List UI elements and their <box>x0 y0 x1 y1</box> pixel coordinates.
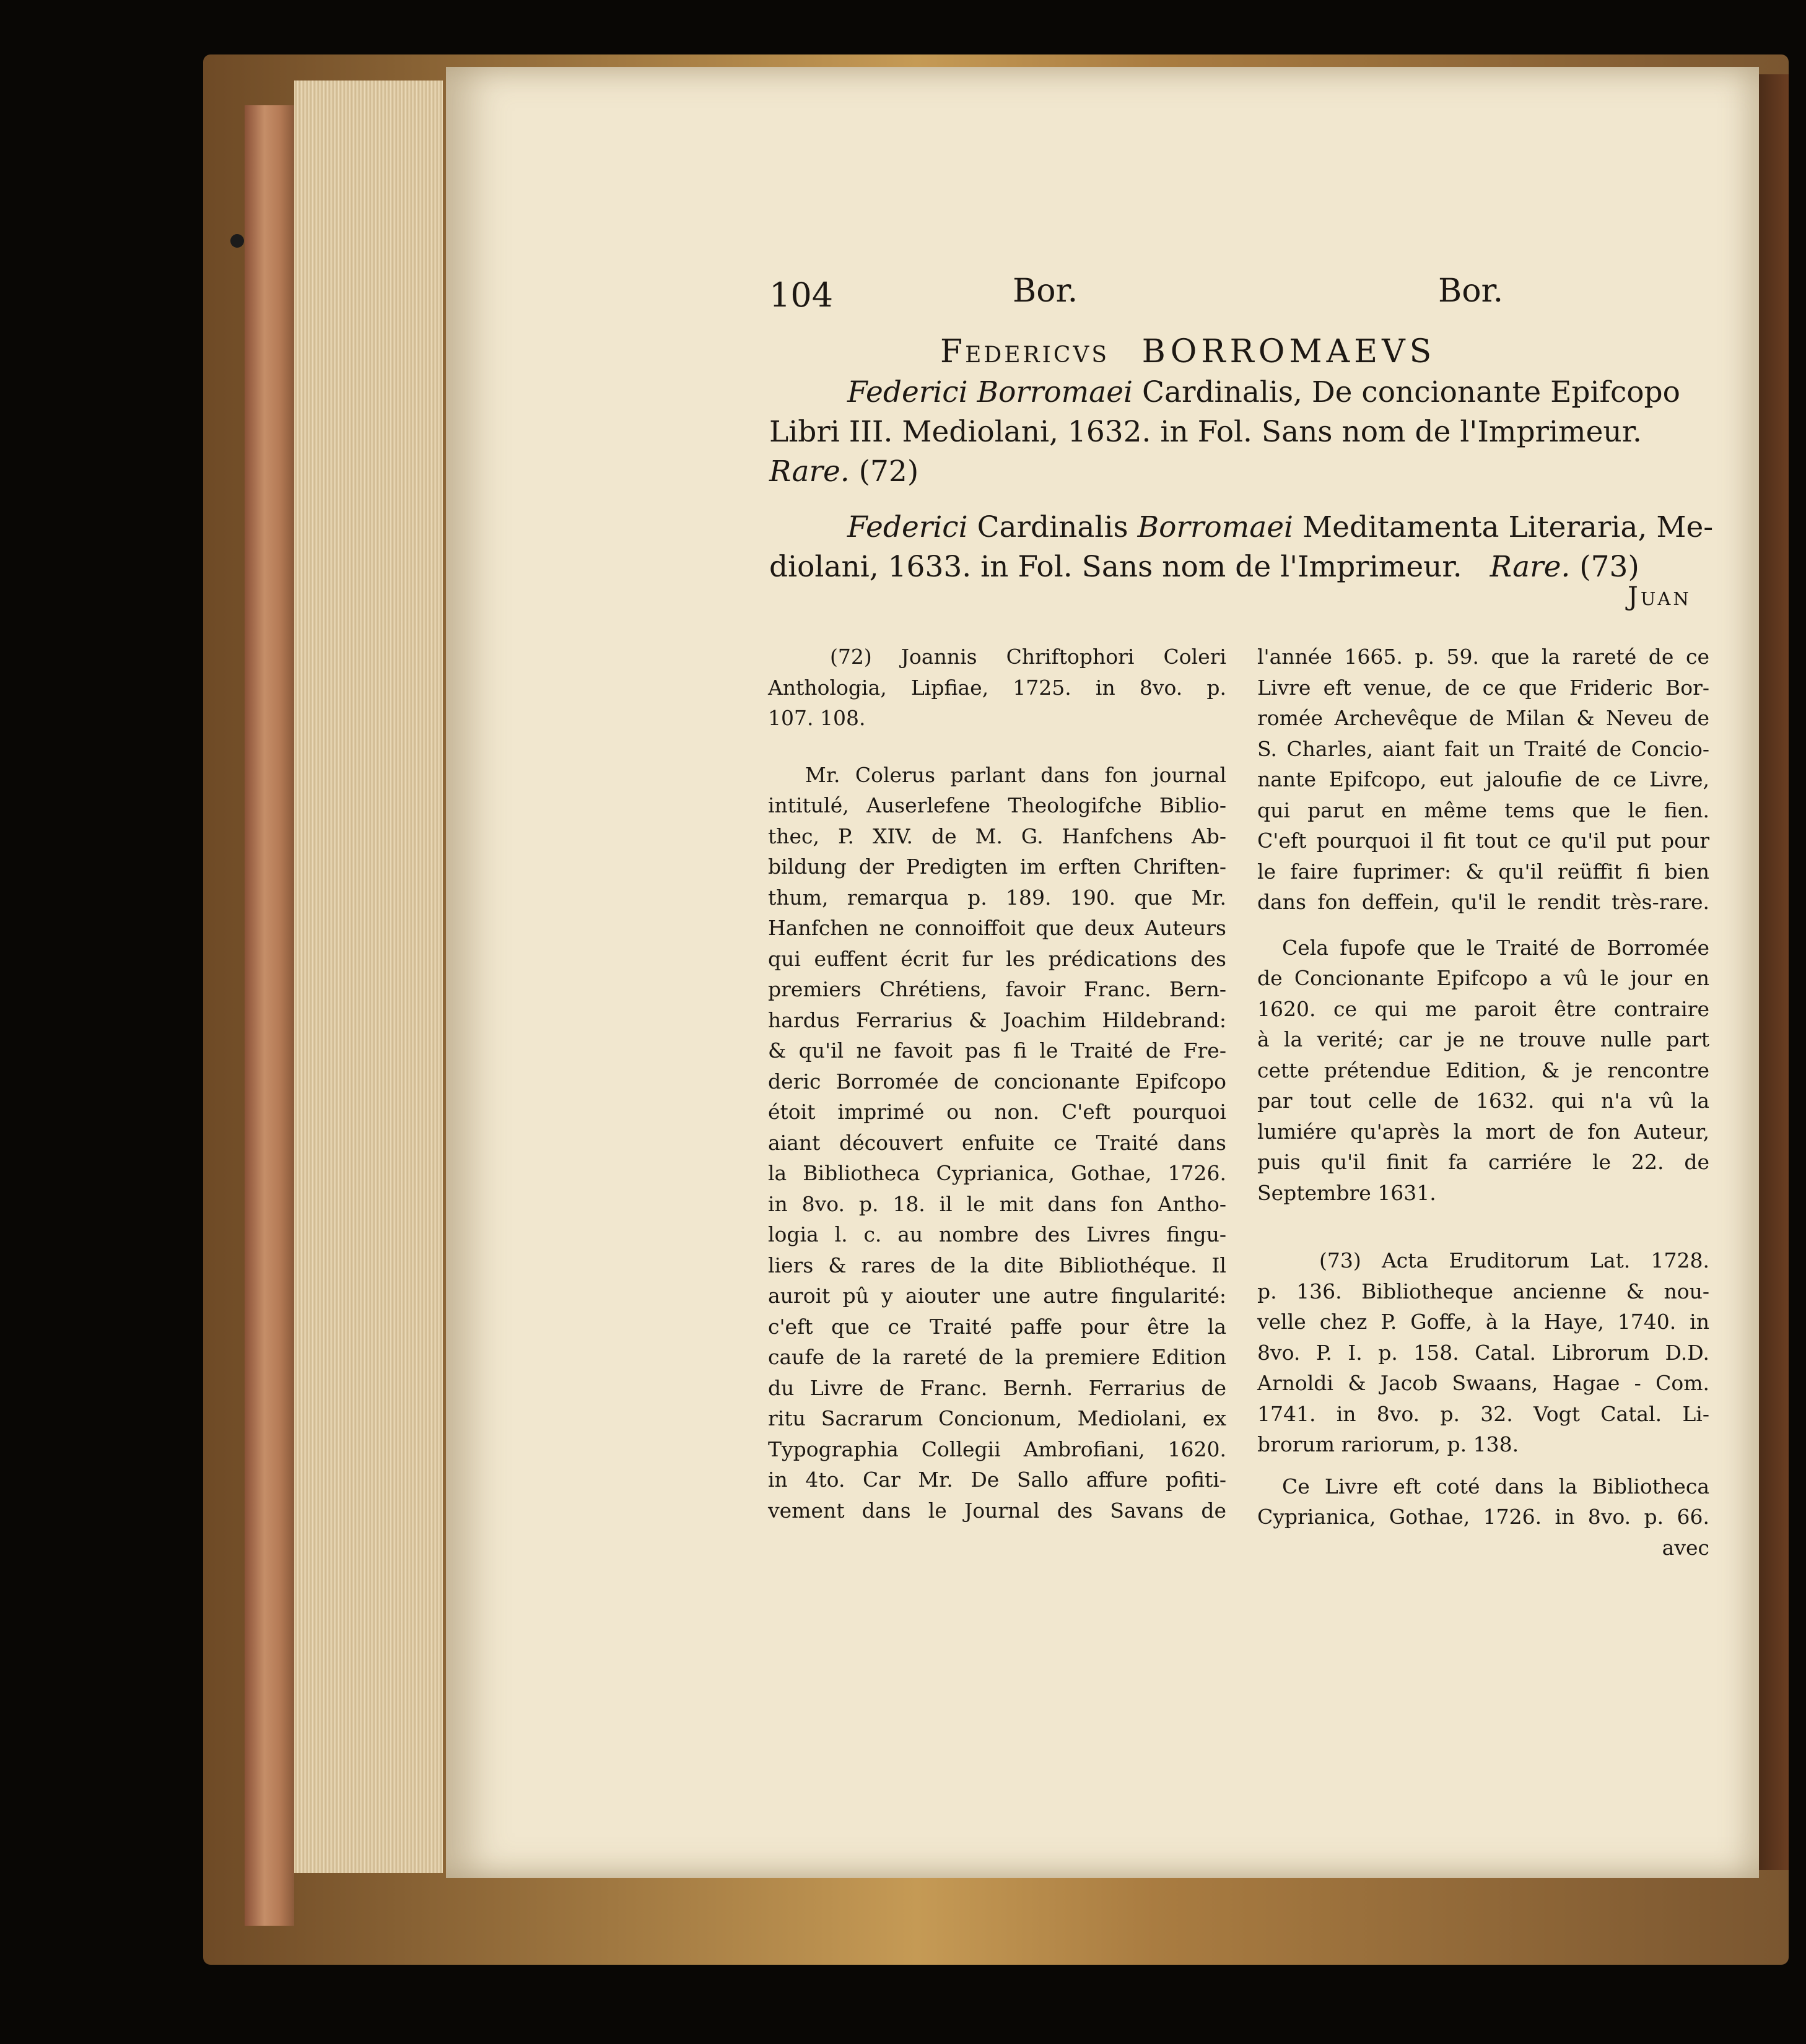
right-line: cette prétendue Edition, & je rencontre <box>1257 1058 1709 1082</box>
entry-1-line-3 <box>769 452 918 492</box>
catchword-bottom: avec <box>1662 1535 1709 1560</box>
entry-1-line-1 <box>847 373 1708 412</box>
left-line: auroit pû y aiouter une autre fingularité: <box>768 1284 1226 1308</box>
left-line: in 4to. Car Mr. De Sallo affure pofiti- <box>768 1468 1226 1492</box>
left-line: qui euffent écrit fur les prédications des <box>768 946 1226 971</box>
marbled-flyleaf <box>245 105 294 1926</box>
page-number: 104 <box>769 276 834 315</box>
entry-1-rare: Rare. <box>769 454 850 489</box>
left-line: Hanfchen ne connoiffoit que deux Auteurs <box>768 916 1226 940</box>
right-line: lumiére qu'après la mort de fon Auteur, <box>1257 1119 1709 1144</box>
left-line: premiers Chrétiens, favoir Franc. Bern- <box>768 977 1226 1001</box>
left-line: logia l. c. au nombre des Livres fingu- <box>768 1222 1226 1246</box>
footnote-72-line: (72) Joannis Chriftophori Coleri <box>830 645 1226 669</box>
entry-2-rare: Rare. <box>1490 550 1571 584</box>
right-line: puis qu'il finit fa carriére le 22. de <box>1257 1150 1709 1174</box>
right-line: dans fon deffein, qu'il le rendit très-rare. <box>1257 890 1709 914</box>
left-paragraph <box>768 760 1226 1526</box>
entry-2-text-c: diolani, 1633. in Fol. Sans nom de l'Imprimeur. <box>769 550 1462 584</box>
footnote-72 <box>768 641 1226 734</box>
running-head-right: Bor. <box>1438 272 1504 310</box>
right-paragraph-3 <box>1257 1471 1709 1533</box>
right-line: l'année 1665. p. 59. que la rareté de ce <box>1257 645 1709 669</box>
entry-1-line-2: Libri III. Mediolani, 1632. in Fol. Sans nom de l'Imprimeur. <box>769 415 1642 449</box>
right-line: 1620. ce qui me paroit être contraire <box>1257 996 1709 1021</box>
entry-2-author-b: Borromaei <box>1137 510 1294 544</box>
right-line: qui parut en même tems que le fien. <box>1257 798 1709 822</box>
left-line: caufe de la rareté de la premiere Edition <box>768 1345 1226 1369</box>
footnote-73-line: p. 136. Bibliotheque ancienne & nou- <box>1257 1279 1709 1303</box>
right-line: Cyprianica, Gothae, 1726. in 8vo. p. 66. <box>1257 1505 1709 1529</box>
entry-1-title: Cardinalis, De concionante Epifcopo <box>1142 375 1680 409</box>
left-line: & qu'il ne favoit pas fi le Traité de Fre- <box>768 1038 1226 1063</box>
right-paragraph-1 <box>1257 641 1709 918</box>
left-line: thec, P. XIV. de M. G. Hanfchens Ab- <box>768 824 1226 848</box>
left-line: intitulé, Auserlefene Theologifche Biblio- <box>768 793 1226 817</box>
footnote-73-line: brorum rariorum, p. 138. <box>1257 1432 1519 1456</box>
entry-2-line-2 <box>769 547 1639 587</box>
footnote-73-line: 8vo. P. I. p. 158. Catal. Librorum D.D. <box>1257 1340 1709 1365</box>
right-line: Ce Livre eft coté dans la Bibliotheca <box>1282 1474 1709 1498</box>
right-line: Livre eft venue, de ce que Frideric Bor- <box>1257 675 1709 700</box>
footnote-73-line: Arnoldi & Jacob Swaans, Hagae - Com. <box>1257 1371 1709 1395</box>
heading-surname: BORROMAEVS <box>1141 333 1436 370</box>
entry-2-title: Meditamenta Literaria, Me- <box>1302 510 1714 544</box>
right-column <box>1257 641 1709 1563</box>
entry-2-line-1 <box>847 508 1713 547</box>
footnote-73-line: 1741. in 8vo. p. 32. Vogt Catal. Li- <box>1257 1401 1709 1426</box>
catchword-top: Juan <box>1628 581 1691 611</box>
left-line: in 8vo. p. 18. il le mit dans fon Antho- <box>768 1191 1226 1216</box>
left-line: aiant découvert enfuite ce Traité dans <box>768 1130 1226 1155</box>
entry-heading <box>940 333 1436 370</box>
footnote-73-line: (73) Acta Eruditorum Lat. 1728. <box>1319 1248 1709 1272</box>
left-line: Typographia Collegii Ambrofiani, 1620. <box>768 1437 1226 1461</box>
right-line: par tout celle de 1632. qui n'a vû la <box>1257 1089 1709 1113</box>
entry-2-note: (73) <box>1579 550 1639 584</box>
footnote-73-line: velle chez P. Goffe, à la Haye, 1740. in <box>1257 1310 1709 1334</box>
heading-prefix: Federicvs <box>940 333 1110 370</box>
left-line: deric Borromée de concionante Epifcopo <box>768 1069 1226 1094</box>
right-line: C'eft pourquoi il fit tout ce qu'il put pour <box>1257 828 1709 853</box>
right-line: de Concionante Epifcopo a vû le jour en <box>1257 966 1709 990</box>
left-line: Mr. Colerus parlant dans fon journal <box>805 762 1226 787</box>
left-line: vement dans le Journal des Savans de <box>768 1498 1226 1523</box>
right-line: Septembre 1631. <box>1257 1180 1436 1205</box>
next-page-edge <box>1758 74 1789 1870</box>
entry-2-text-a: Cardinalis <box>977 510 1128 544</box>
right-line: à la verité; car je ne trouve nulle part <box>1257 1027 1709 1051</box>
left-column <box>768 641 1226 1526</box>
right-line: le faire fuprimer: & qu'il reüffit fi bien <box>1257 859 1709 884</box>
running-head-left: Bor. <box>1013 272 1078 310</box>
footnote-72-line: Anthologia, Lipfiae, 1725. in 8vo. p. <box>768 675 1226 700</box>
entry-2-author-a: Federici <box>847 510 968 544</box>
left-line: étoit imprimé ou non. C'eft pourquoi <box>768 1100 1226 1124</box>
left-line: ritu Sacrarum Concionum, Mediolani, ex <box>768 1406 1226 1430</box>
right-line: nante Epifcopo, eut jaloufie de ce Livre, <box>1257 767 1709 791</box>
left-line: du Livre de Franc. Bernh. Ferrarius de <box>768 1375 1226 1400</box>
footnote-73 <box>1257 1245 1709 1460</box>
entry-1-author: Federici Borromaei <box>847 375 1133 409</box>
right-line: Cela fupofe que le Traité de Borromée <box>1282 935 1709 960</box>
page-stack-edges <box>294 80 443 1873</box>
right-line: S. Charles, aiant fait un Traité de Concio- <box>1257 736 1709 761</box>
left-line: bildung der Predigten im erften Chriften- <box>768 855 1226 879</box>
left-line: hardus Ferrarius & Joachim Hildebrand: <box>768 1007 1226 1032</box>
left-line: la Bibliotheca Cyprianica, Gothae, 1726. <box>768 1161 1226 1185</box>
left-line: thum, remarqua p. 189. 190. que Mr. <box>768 885 1226 910</box>
binding-dot <box>230 234 244 248</box>
entry-1-note: (72) <box>858 454 919 489</box>
right-paragraph-2 <box>1257 933 1709 1209</box>
left-line: liers & rares de la dite Bibliothéque. Il <box>768 1253 1226 1277</box>
left-line: c'eft que ce Traité paffe pour être la <box>768 1314 1226 1339</box>
right-line: romée Archevêque de Milan & Neveu de <box>1257 706 1709 730</box>
footnote-72-line: 107. 108. <box>768 706 866 730</box>
